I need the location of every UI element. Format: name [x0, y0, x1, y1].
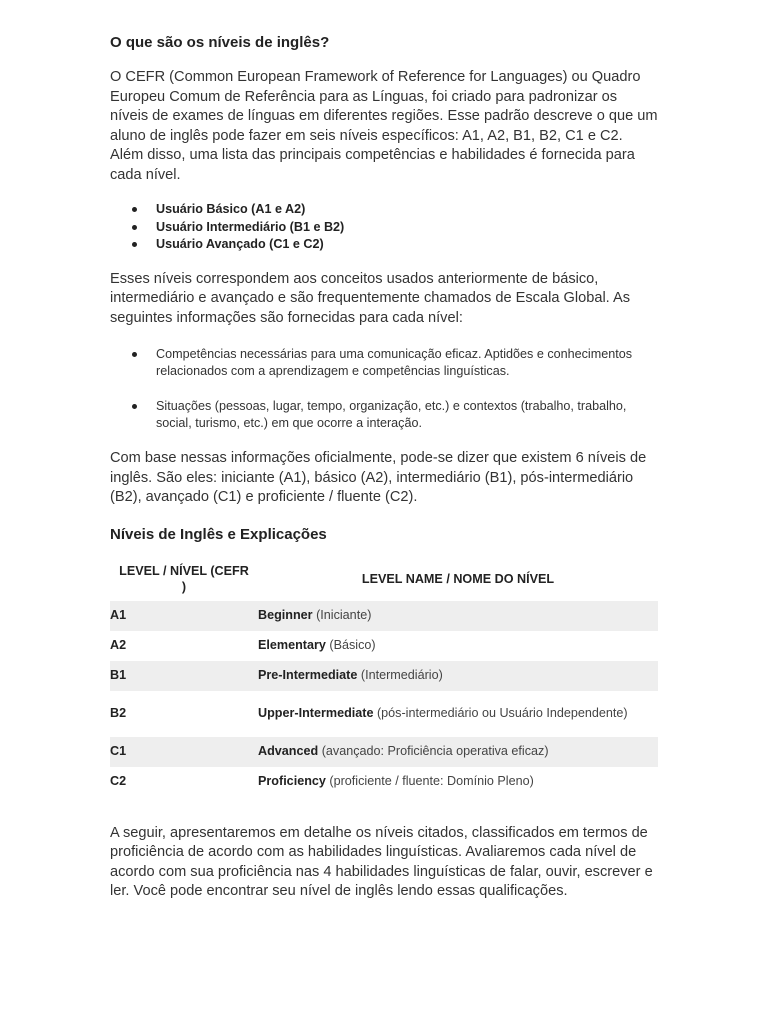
level-desc: (proficiente / fluente: Domínio Pleno) — [325, 774, 534, 789]
page-title: O que são os níveis de inglês? — [110, 34, 330, 51]
level-desc: (Básico) — [325, 638, 376, 653]
table-row — [110, 691, 658, 737]
header-level-line1: LEVEL / NÍVEL (CEFR — [119, 563, 249, 578]
level-desc: (pós-intermediário ou Usuário Independente) — [373, 706, 628, 721]
user-levels-list — [110, 201, 658, 254]
level-name: Upper-Intermediate — [258, 706, 374, 721]
table-row — [110, 661, 658, 691]
level-cell — [258, 631, 658, 661]
level-cell — [258, 737, 658, 767]
header-level — [110, 557, 258, 601]
table-row — [110, 737, 658, 767]
level-code: A1 — [110, 608, 127, 623]
concepts-paragraph: Esses níveis correspondem aos conceitos usados anteriormente de básico, intermediário e avançado e são frequentemente chamados de Escala Global. As seguintes informações são fornecidas para cada nível: — [110, 270, 631, 326]
table-row — [110, 601, 658, 631]
document-page — [110, 33, 658, 902]
level-code: B1 — [110, 668, 127, 683]
list-item: Situações (pessoas, lugar, tempo, organização, etc.) e contextos (trabalho, trabalho, social, turismo, etc.) em que ocorre a interação. — [132, 398, 658, 433]
intro-paragraph: O CEFR (Common European Framework of Reference for Languages) ou Quadro Europeu Comum de Referência para as Línguas, foi criado para padronizar os níveis de exames de línguas em diferentes regiões. Esse padrão descreve o que um aluno de inglês pode fazer em seis níveis específicos: A1, A2, B1, B2, C1 e C2. Além disso, uma lista das principais competências e habilidades é fornecida para cada nível. — [110, 69, 658, 183]
level-cell — [258, 661, 658, 691]
table-header-row — [110, 557, 658, 601]
level-code: C2 — [110, 774, 127, 789]
level-cell — [258, 601, 658, 631]
level-desc: (Intermediário) — [357, 668, 443, 683]
list-item: Usuário Básico (A1 e A2) — [132, 201, 658, 219]
level-code: A2 — [110, 638, 127, 653]
level-name: Pre-Intermediate — [258, 668, 358, 683]
level-desc: (avançado: Proficiência operativa eficaz) — [318, 744, 549, 759]
closing-paragraph: A seguir, apresentaremos em detalhe os níveis citados, classificados em termos de proficiência de acordo com as habilidades linguísticas. Avaliaremos cada nível de acordo com sua proficiência nas 4 habilidades linguísticas de falar, ouvir, escrever e ler. Você pode encontrar seu nível de inglês lendo essas qualificações. — [110, 824, 653, 900]
level-code: B2 — [110, 706, 127, 721]
list-item: Competências necessárias para uma comunicação eficaz. Aptidões e conhecimentos relacionados com a aprendizagem e competências linguísticas. — [132, 346, 658, 381]
level-cell — [258, 691, 658, 737]
list-item: Usuário Intermediário (B1 e B2) — [132, 219, 658, 237]
level-desc: (Iniciante) — [312, 608, 372, 623]
list-item: Usuário Avançado (C1 e C2) — [132, 236, 658, 254]
levels-table — [110, 557, 658, 797]
six-levels-paragraph: Com base nessas informações oficialmente, pode-se dizer que existem 6 níveis de inglês. São eles: iniciante (A1), básico (A2), intermediário (B1), pós-intermediário (B2), avançado (C1) e proficiente / fluente (C2). — [110, 450, 647, 506]
table-row — [110, 631, 658, 661]
level-code: C1 — [110, 744, 127, 759]
header-level-line2: ) — [181, 579, 187, 594]
level-name: Advanced — [258, 744, 319, 759]
table-row — [110, 767, 658, 797]
header-level-name: LEVEL NAME / NOME DO NÍVEL — [361, 571, 555, 586]
table-section-title: Níveis de Inglês e Explicações — [110, 525, 327, 543]
level-name: Beginner — [258, 608, 313, 623]
level-cell — [258, 767, 658, 797]
info-items-list — [110, 346, 658, 432]
level-name: Elementary — [258, 638, 326, 653]
level-name: Proficiency — [258, 774, 326, 789]
